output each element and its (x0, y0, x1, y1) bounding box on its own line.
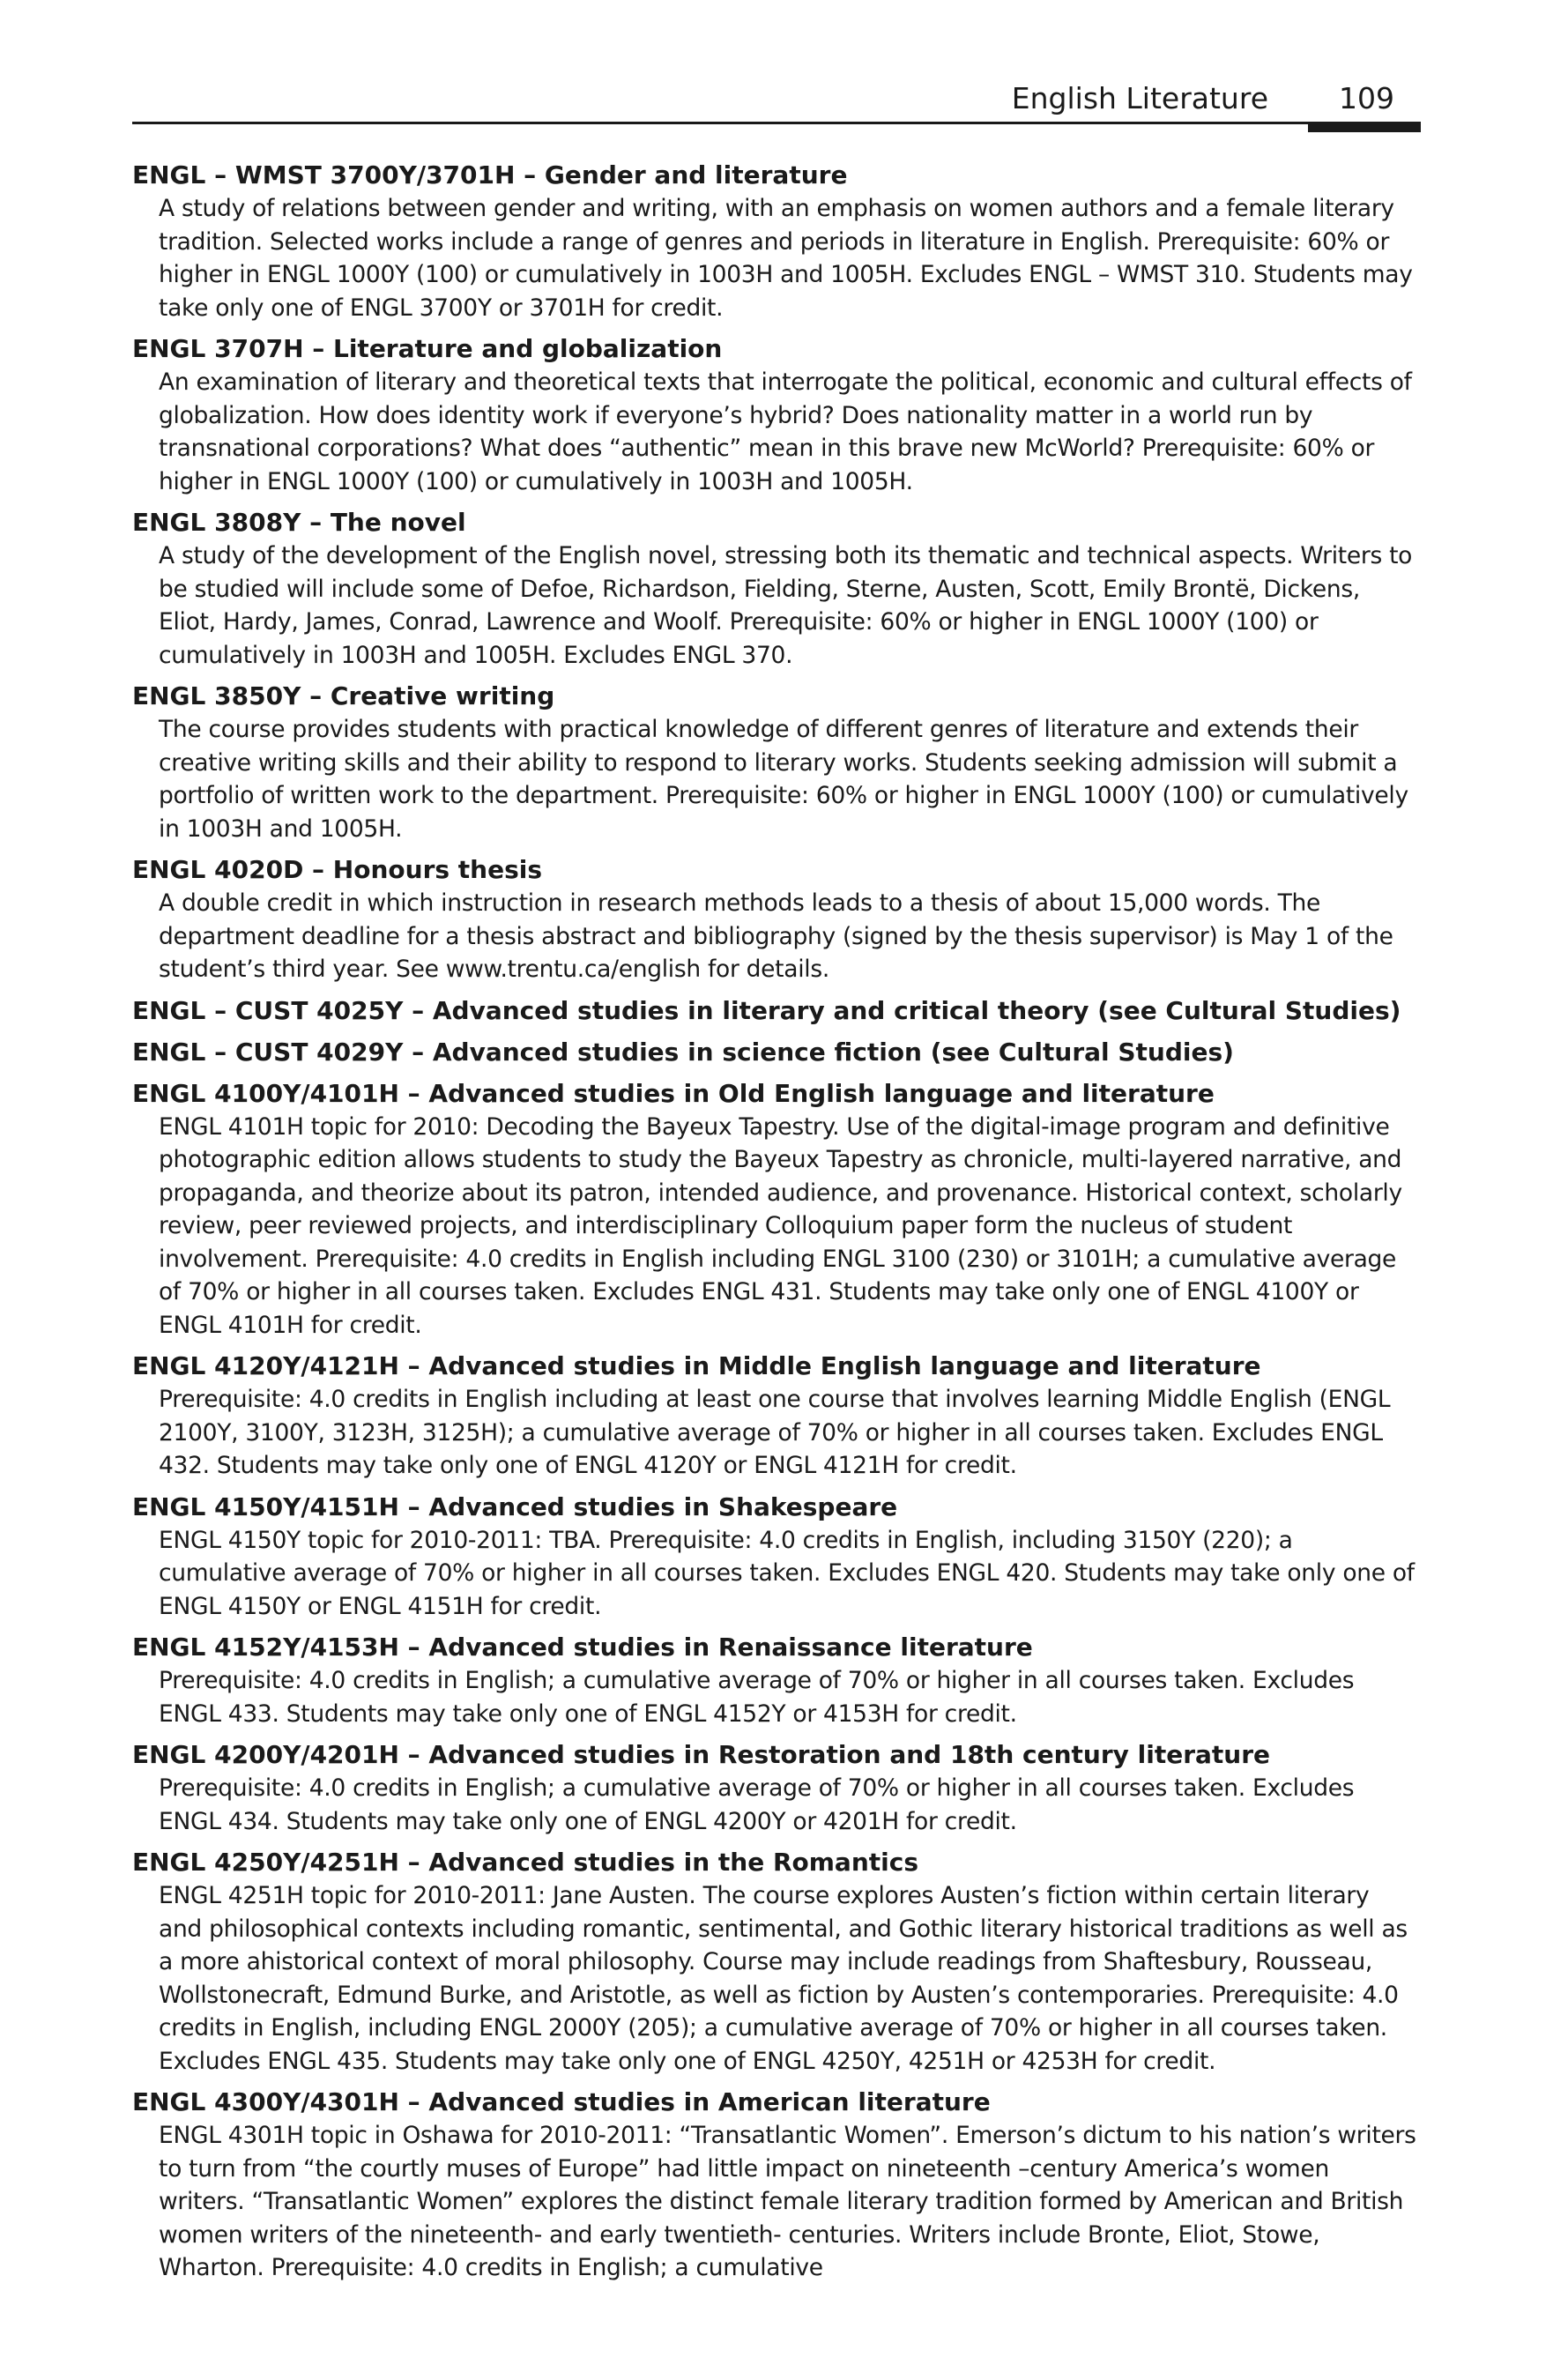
course-description: Prerequisite: 4.0 credits in English including at least one course that involves learning Middle English (ENGL 2100Y, 3100Y, 3123H, 3125H); a cumulative average of 70% or higher in all courses taken. Excludes ENGL 432. Students may take only one of ENGL 4120Y or ENGL 4121H for credit. (159, 1386, 1391, 1479)
course-title: ENGL 3850Y – Creative writing (132, 681, 555, 710)
course-entry (132, 1077, 1419, 1342)
course-list (132, 159, 1419, 2293)
course-entry (132, 680, 1419, 845)
course-description: An examination of literary and theoretical texts that interrogate the political, economic and cultural effects of globalization. How does identity work if everyone’s hybrid? Does nationality matter in a world run by transnational corporations? What does “authentic” mean in this brave new McWorld? Prerequisite: 60% or higher in ENGL 1000Y (100) or cumulatively in 1003H and 1005H. (159, 368, 1412, 495)
course-entry (132, 1350, 1419, 1483)
course-description: ENGL 4150Y topic for 2010-2011: TBA. Prerequisite: 4.0 credits in English, including 3150Y (220); a cumulative average of 70% or higher in all courses taken. Excludes ENGL 420. Students may take only one of ENGL 4150Y or ENGL 4151H for credit. (159, 1526, 1415, 1620)
course-entry (132, 853, 1419, 986)
course-description: ENGL 4251H topic for 2010-2011: Jane Austen. The course explores Austen’s fiction within certain literary and philosophical contexts including romantic, sentimental, and Gothic literary historical traditions as well as a more ahistorical context of moral philosophy. Course may include readings from Shaftesbury, Rousseau, Wollstonecraft, Edmund Burke, and Aristotle, as well as fiction by Austen’s contemporaries. Prerequisite: 4.0 credits in English, including ENGL 2000Y (205); a cumulative average of 70% or higher in all courses taken. Excludes ENGL 435. Students may take only one of ENGL 4250Y, 4251H or 4253H for credit. (159, 1882, 1408, 2075)
course-entry (132, 506, 1419, 672)
course-entry (132, 994, 1419, 1028)
course-description: ENGL 4301H topic in Oshawa for 2010-2011: “Transatlantic Women”. Emerson’s dictum to his nation’s writers to turn from “the courtly muses of Europe” had little impact on nineteenth –century America’s women writers. “Transatlantic Women” explores the distinct female literary tradition formed by American and British women writers of the nineteenth- and early twentieth- centuries. Writers include Bronte, Eliot, Stowe, Wharton. Prerequisite: 4.0 credits in English; a cumulative (159, 2122, 1416, 2281)
course-entry (132, 2086, 1419, 2285)
course-entry (132, 1738, 1419, 1838)
course-title: ENGL – CUST 4029Y – Advanced studies in science fiction (see Cultural Studies) (132, 1037, 1234, 1067)
course-title: ENGL – WMST 3700Y/3701H – Gender and literature (132, 160, 848, 190)
header-rule (132, 122, 1421, 124)
header-tab-marker (1308, 122, 1421, 132)
course-title: ENGL 3707H – Literature and globalization (132, 334, 723, 363)
course-description: ENGL 4101H topic for 2010: Decoding the Bayeux Tapestry. Use of the digital-image program and definitive photographic edition allows students to study the Bayeux Tapestry as chronicle, multi-layered narrative, and propaganda, and theorize about its patron, intended audience, and provenance. Historical context, scholarly review, peer reviewed projects, and interdisciplinary Colloquium paper form the nucleus of student involvement. Prerequisite: 4.0 credits in English including ENGL 3100 (230) or 3101H; a cumulative average of 70% or higher in all courses taken. Excludes ENGL 431. Students may take only one of ENGL 4100Y or ENGL 4101H for credit. (159, 1112, 1402, 1339)
course-title: ENGL – CUST 4025Y – Advanced studies in literary and critical theory (see Cultural Studies) (132, 995, 1401, 1025)
course-description: Prerequisite: 4.0 credits in English; a cumulative average of 70% or higher in all courses taken. Excludes ENGL 434. Students may take only one of ENGL 4200Y or 4201H for credit. (159, 1774, 1355, 1835)
course-entry (132, 1491, 1419, 1624)
course-title: ENGL 3808Y – The novel (132, 508, 466, 537)
course-title: ENGL 4200Y/4201H – Advanced studies in Restoration and 18th century literature (132, 1740, 1271, 1769)
page-number: 109 (1339, 81, 1394, 115)
page-header (132, 78, 1421, 123)
course-description: A study of relations between gender and writing, with an emphasis on women authors and a female literary tradition. Selected works include a range of genres and periods in literature in English. Prerequisite: 60% or higher in ENGL 1000Y (100) or cumulatively in 1003H and 1005H. Excludes ENGL – WMST 310. Students may take only one of ENGL 3700Y or 3701H for credit. (159, 195, 1413, 322)
course-description: A study of the development of the English novel, stressing both its thematic and technical aspects. Writers to be studied will include some of Defoe, Richardson, Fielding, Sterne, Austen, Scott, Emily Brontë, Dickens, Eliot, Hardy, James, Conrad, Lawrence and Woolf. Prerequisite: 60% or higher in ENGL 1000Y (100) or cumulatively in 1003H and 1005H. Excludes ENGL 370. (159, 542, 1413, 669)
course-title: ENGL 4020D – Honours thesis (132, 855, 543, 884)
course-description: The course provides students with practical knowledge of different genres of literature and extends their creative writing skills and their ability to respond to literary works. Students seeking admission will submit a portfolio of written work to the department. Prerequisite: 60% or higher in ENGL 1000Y (100) or cumulatively in 1003H and 1005H. (159, 716, 1408, 843)
running-title: English Literature (1011, 81, 1268, 115)
course-title: ENGL 4300Y/4301H – Advanced studies in American literature (132, 2087, 991, 2116)
course-entry (132, 332, 1419, 498)
course-entry (132, 1846, 1419, 2078)
course-title: ENGL 4152Y/4153H – Advanced studies in Renaissance literature (132, 1633, 1033, 1662)
course-entry (132, 159, 1419, 324)
course-title: ENGL 4120Y/4121H – Advanced studies in Middle English language and literature (132, 1351, 1261, 1380)
course-description: A double credit in which instruction in research methods leads to a thesis of about 15,000 words. The department deadline for a thesis abstract and bibliography (signed by the thesis supervisor) is May 1 of the student’s third year. See www.trentu.ca/english for details. (159, 889, 1393, 983)
course-title: ENGL 4250Y/4251H – Advanced studies in the Romantics (132, 1848, 919, 1877)
course-entry (132, 1631, 1419, 1730)
course-title: ENGL 4150Y/4151H – Advanced studies in Shakespeare (132, 1491, 898, 1521)
course-entry (132, 1036, 1419, 1069)
course-title: ENGL 4100Y/4101H – Advanced studies in Old English language and literature (132, 1078, 1215, 1108)
course-description: Prerequisite: 4.0 credits in English; a cumulative average of 70% or higher in all courses taken. Excludes ENGL 433. Students may take only one of ENGL 4152Y or 4153H for credit. (159, 1667, 1355, 1728)
